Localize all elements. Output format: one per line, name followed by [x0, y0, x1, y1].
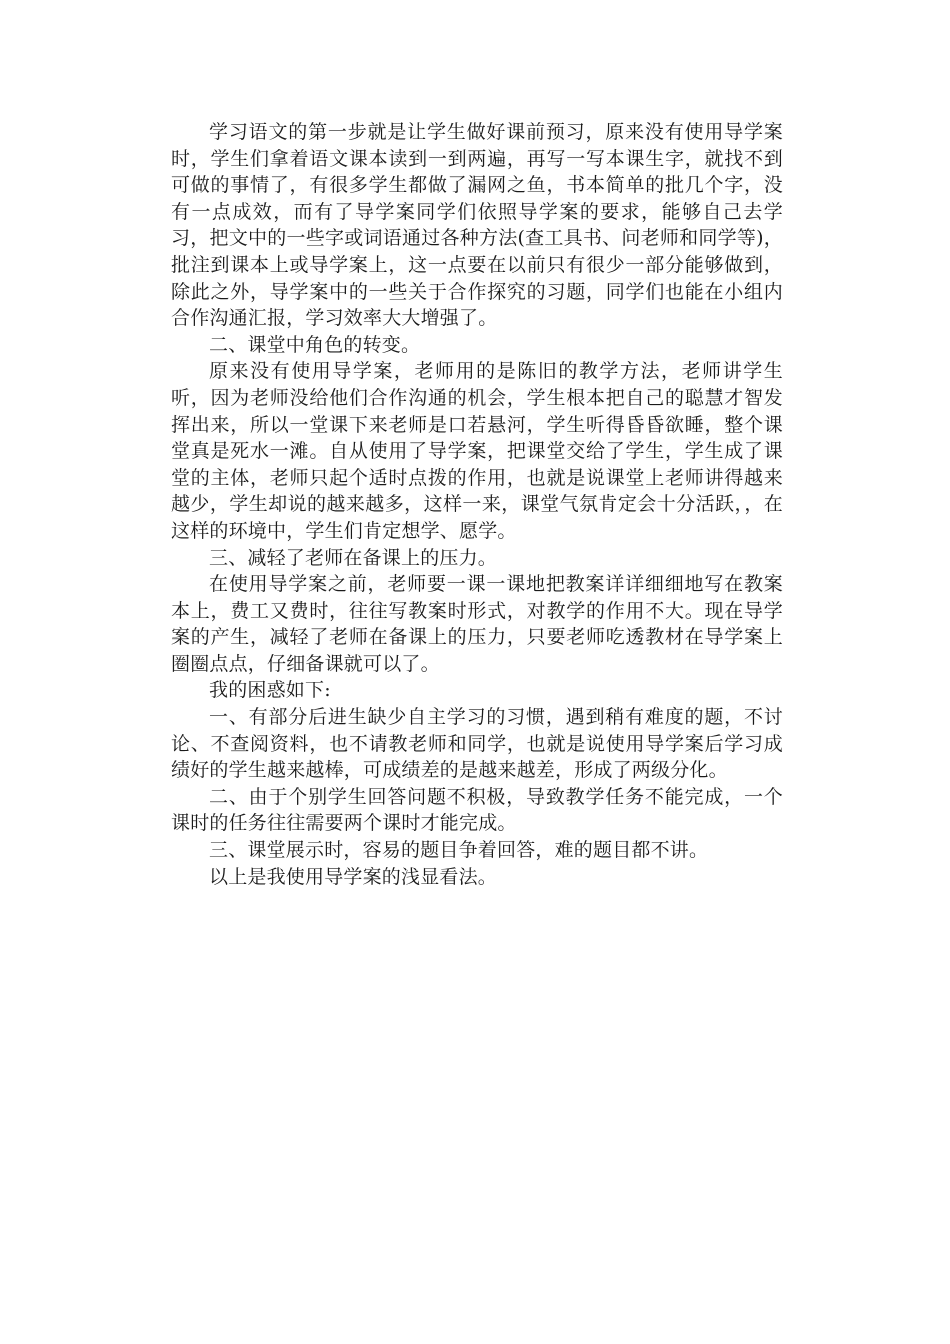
paragraph-confusion-1: 一、有部分后进生缺少自主学习的习惯，遇到稍有难度的题，不讨论、不查阅资料，也不请教老师和同学，也就是说使用导学案后学习成绩好的学生越来越棒，可成绩差的是越来越差，形成了两级分化。	[171, 706, 783, 782]
heading-teacher-pressure: 三、减轻了老师在备课上的压力。	[209, 546, 498, 569]
paragraph-confusion-2: 二、由于个别学生回答问题不积极，导致教学任务不能完成，一个课时的任务往往需要两个课时才能完成。	[171, 785, 783, 835]
paragraph-confusion-3: 三、课堂展示时，容易的题目争着回答，难的题目都不讲。	[209, 839, 709, 862]
paragraph-role-change: 原来没有使用导学案，老师用的是陈旧的教学方法，老师讲学生听，因为老师没给他们合作沟通的机会，学生根本把自己的聪慧才智发挥出来，所以一堂课下来老师是口若悬河，学生听得昏昏欲睡，整个课堂真是死水一滩。自从使用了导学案，把课堂交给了学生，学生成了课堂的主体，老师只起个适时点拨的作用，也就是说课堂上老师讲得越来越少，学生却说的越来越多，这样一来，课堂气氛肯定会十分活跃，，在这样的环境中，学生们肯定想学、愿学。	[171, 360, 783, 542]
paragraph-teacher-pressure: 在使用导学案之前，老师要一课一课地把教案详详细细地写在教案本上，费工又费时，往往写教案时形式，对教学的作用不大。现在导学案的产生，减轻了老师在备课上的压力，只要老师吃透教材在导学案上圈圈点点，仔细备课就可以了。	[171, 573, 783, 675]
paragraph-conclusion: 以上是我使用导学案的浅显看法。	[209, 865, 498, 888]
heading-role-change: 二、课堂中角色的转变。	[209, 333, 421, 356]
heading-confusions: 我的困惑如下:	[209, 679, 331, 702]
document-body	[171, 119, 783, 890]
paragraph-preview-intro: 学习语文的第一步就是让学生做好课前预习，原来没有使用导学案时，学生们拿着语文课本读到一到两遍，再写一写本课生字，就找不到可做的事情了，有很多学生都做了漏网之鱼，书本简单的批几个字，没有一点成效，而有了导学案同学们依照导学案的要求，能够自己去学习，把文中的一些字或词语通过各种方法(查工具书、问老师和同学等)，批注到课本上或导学案上，这一点要在以前只有很少一部分能够做到，除此之外，导学案中的一些关于合作探究的习题，同学们也能在小组内合作沟通汇报，学习效率大大增强了。	[171, 121, 783, 330]
